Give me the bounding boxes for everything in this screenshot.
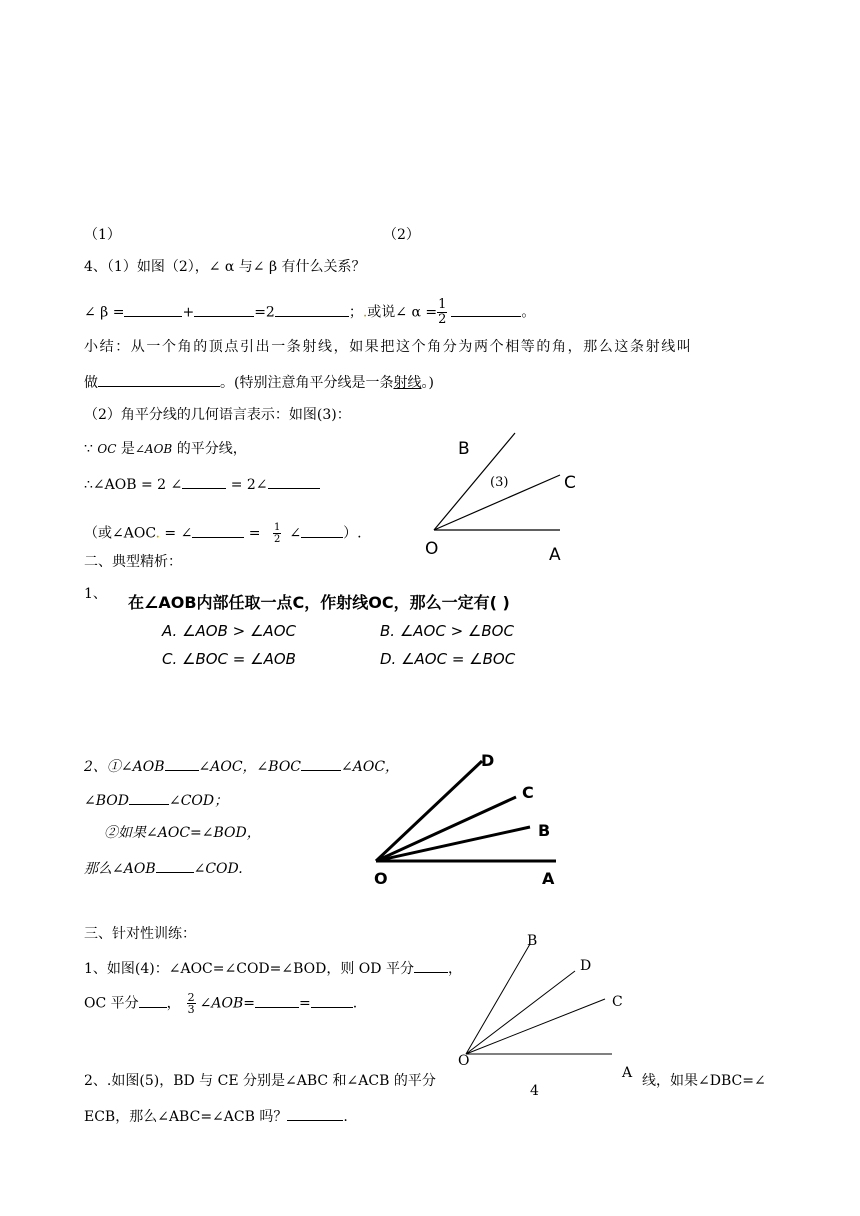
sec3-q1-line1: 1、如图(4)：∠AOC=∠COD=∠BOD，则 OD 平分 ， xyxy=(84,958,462,978)
summary-line-1: 小结：从一个角的顶点引出一条射线，如果把这个角分为两个相等的角，那么这条射线叫 xyxy=(84,339,693,355)
figure-label-2: （2） xyxy=(383,227,420,243)
figure-label-1: （1） xyxy=(84,227,121,243)
ray-od xyxy=(466,971,575,1054)
sec2-q1-number: 1、 xyxy=(84,586,107,602)
q2fig-label-d: D xyxy=(481,751,495,770)
sec2-q1-option-b: B. ∠AOC > ∠BOC xyxy=(380,622,514,640)
q2fig-label-o: O xyxy=(374,869,388,888)
ray-ob xyxy=(376,827,530,861)
half-fraction: $\frac{1}{2}$ xyxy=(438,297,447,327)
sec2-q2-line1: 2、①∠AOB ∠AOC，∠BOC ∠AOC， xyxy=(84,756,399,776)
sec2-q2-line4: 那么∠AOB ∠COD. xyxy=(84,858,243,878)
fig4-label-c: C xyxy=(612,994,623,1010)
fig4-label-b: B xyxy=(527,933,538,949)
fig4-label-d: D xyxy=(580,958,592,974)
figure-3 xyxy=(420,425,620,575)
sec3-q2-line1a: 2、.如图(5)，BD 与 CE 分别是∠ABC 和∠ACB 的平分 xyxy=(84,1073,436,1089)
sec2-q1-option-c: C. ∠BOC = ∠AOB xyxy=(162,650,296,668)
figure-sec2-q2 xyxy=(370,755,570,875)
fig3-caption: (3) xyxy=(490,475,509,490)
fig3-label-o: O xyxy=(425,539,439,559)
sec2-q2-line3: ②如果∠AOC=∠BOD， xyxy=(104,825,261,841)
fig3-label-a: A xyxy=(549,545,561,565)
sec3-q2-line2: ECB，那么∠ABC=∠ACB 吗？ . xyxy=(84,1106,348,1126)
section-3-title: 三、针对性训练： xyxy=(84,926,196,942)
fig4-label-o: O xyxy=(458,1053,470,1069)
ray-od xyxy=(376,761,482,861)
q4-beta-line: ∠ β = + =2 ；.或说∠ α = $\frac{1}{2}$ 。 xyxy=(84,297,536,327)
therefore-line: ∴∠AOB = 2 ∠ = 2∠ xyxy=(84,474,320,494)
because-line: ∵ OC 是∠AOB 的平分线， xyxy=(84,441,247,457)
ray-oc xyxy=(466,999,605,1054)
or-aoc-line: （或∠AOC. = ∠ = $\frac{1}{2}$ ∠ ）. xyxy=(84,522,362,545)
q2fig-label-c: C xyxy=(522,783,534,802)
fig4-label-a: A xyxy=(622,1065,633,1081)
q4-title: 4、（1）如图（2），∠ α 与∠ β 有什么关系？ xyxy=(84,259,366,275)
section-2-title: 二、典型精析： xyxy=(84,554,182,570)
ray-ob xyxy=(466,944,530,1054)
summary-line-2: 做 。(特别注意角平分线是一条射线。) xyxy=(84,372,434,392)
ray-oc xyxy=(376,797,516,861)
bisector-title: （2）角平分线的几何语言表示：如图(3)： xyxy=(84,407,351,423)
sec3-q2-line1b: 线，如果∠DBC=∠ xyxy=(642,1073,766,1089)
sec2-q1-option-a: A. ∠AOB > ∠AOC xyxy=(162,622,296,640)
sec2-q1-option-d: D. ∠AOC = ∠BOC xyxy=(380,650,516,668)
sec3-q1-line2: OC 平分 ， $\frac{2}{3}$ ∠AOB= = . xyxy=(84,991,358,1016)
fig3-label-b: B xyxy=(458,439,470,459)
fig3-label-c: C xyxy=(564,473,576,493)
fig4-number: 4 xyxy=(530,1083,539,1099)
sec2-q2-line2: ∠BOD ∠COD； xyxy=(84,790,228,810)
q2fig-label-b: B xyxy=(538,821,551,840)
q2fig-label-a: A xyxy=(542,869,555,888)
sec2-q1-stem: 在∠AOB内部任取一点C，作射线OC，那么一定有( ) xyxy=(128,593,510,612)
